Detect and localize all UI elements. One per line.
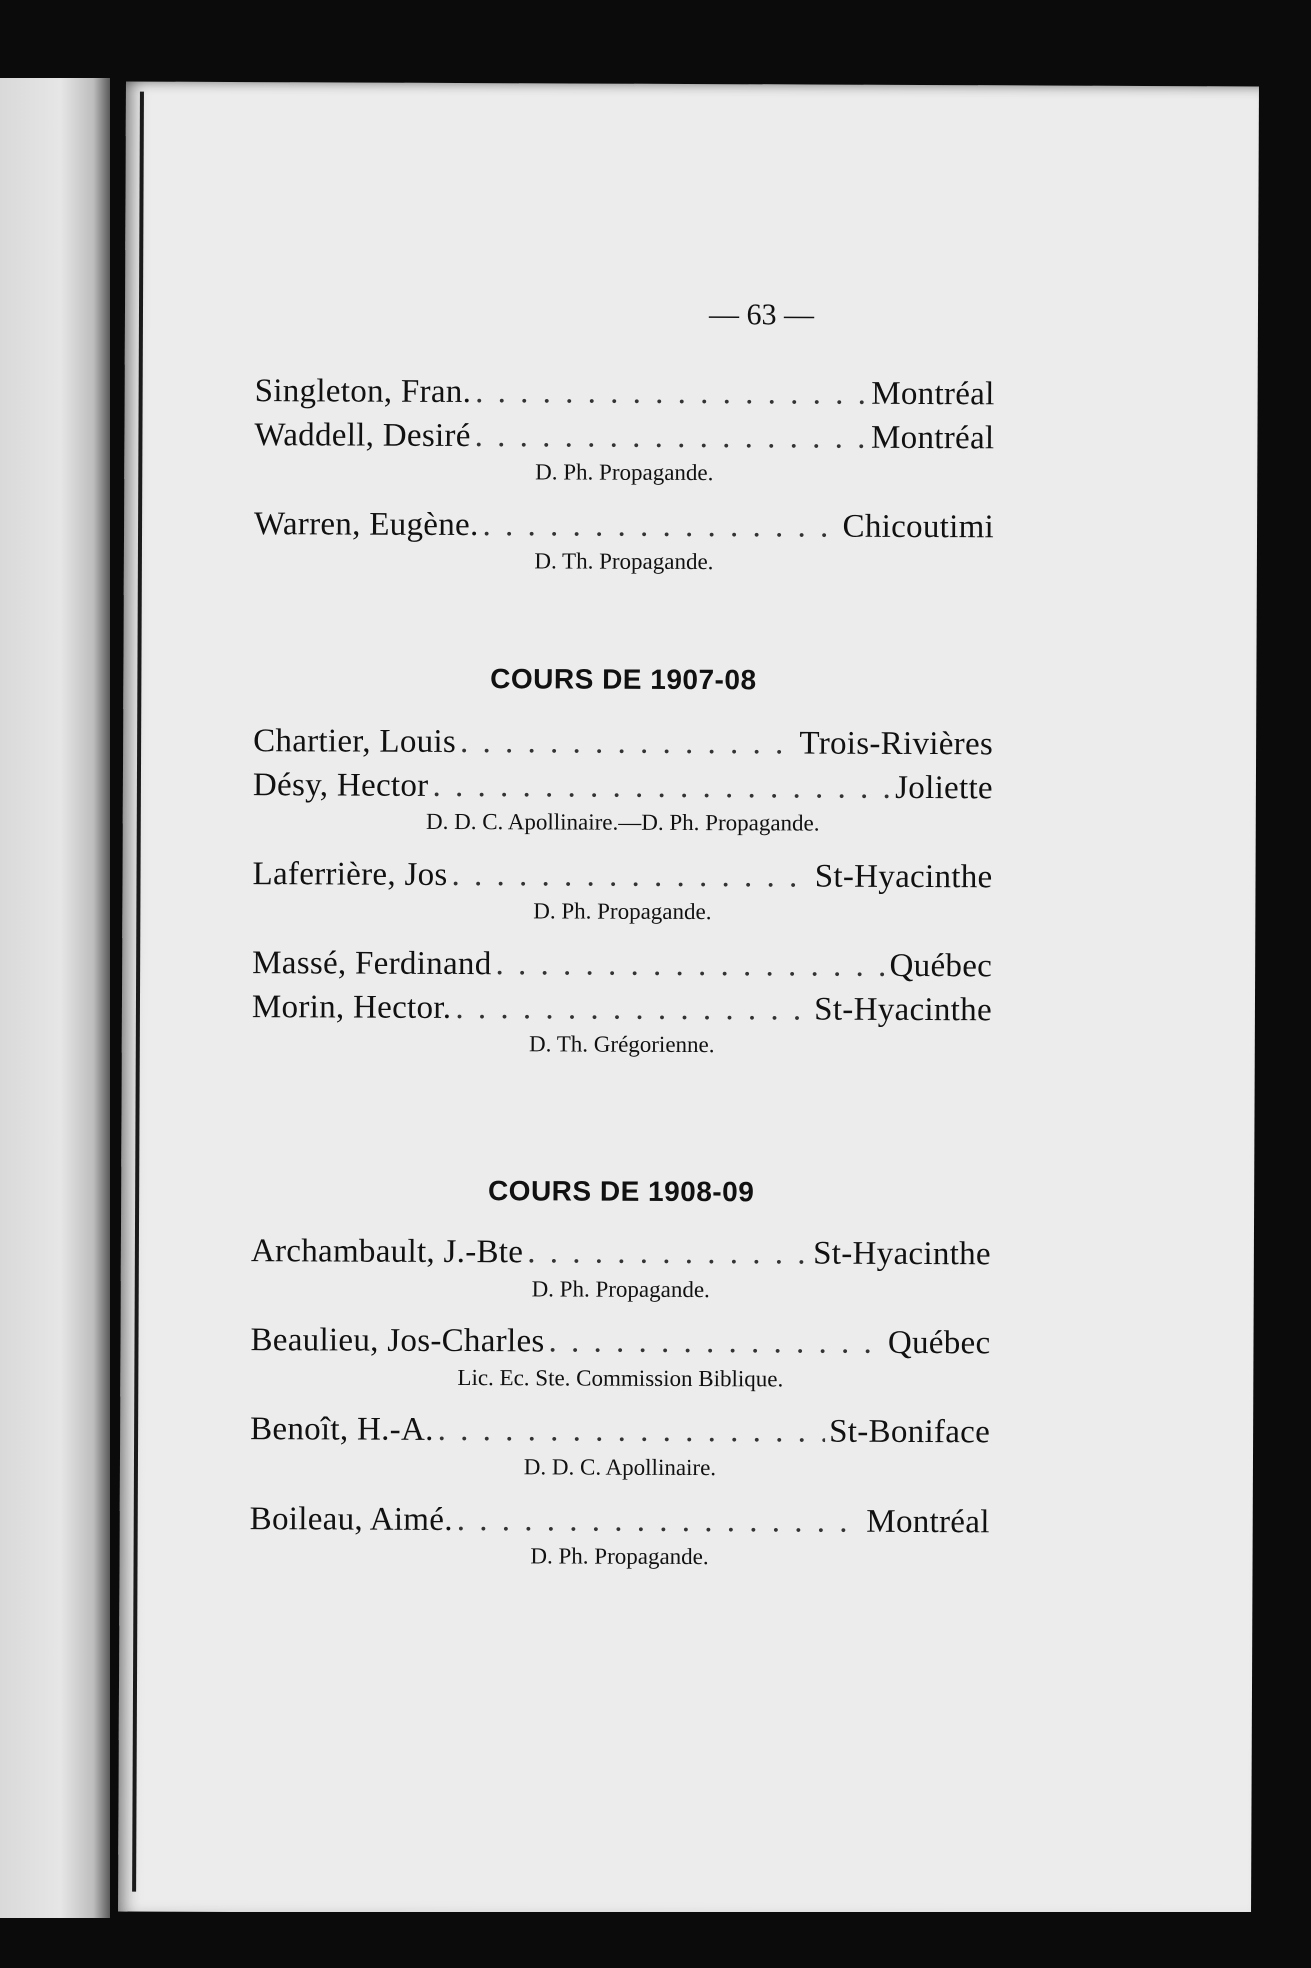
entry-note: D. D. C. Apollinaire. [523, 1454, 717, 1481]
entry-note: D. Ph. Propagande. [531, 1275, 710, 1302]
list-item [250, 1321, 990, 1364]
leader-dots [548, 1323, 884, 1364]
list-item [254, 505, 994, 548]
entry-name: Warren, Eugène. [253, 505, 479, 543]
entry-note: D. Ph. Propagande. [530, 1543, 709, 1570]
entry-note: D. Th. Grégorienne. [529, 1031, 715, 1058]
page-gutter [132, 92, 144, 1892]
list-item [250, 1500, 990, 1543]
list-item [252, 855, 992, 898]
entry-place: Chicoutimi [842, 508, 995, 546]
leader-dots [460, 723, 796, 764]
entry-place: Québec [887, 1325, 991, 1362]
entry-name: Laferrière, Jos [252, 855, 448, 893]
list-item [253, 722, 993, 765]
entry-note: D. Ph. Propagande. [533, 898, 712, 925]
entry-name: Benoît, H.-A. [250, 1411, 434, 1449]
entry-note: D. Ph. Propagande. [535, 459, 714, 486]
adjacent-page-edge [0, 78, 110, 1918]
book-page [118, 82, 1259, 1917]
entry-place: Montréal [870, 419, 995, 456]
entry-place: Trois-Rivières [799, 725, 994, 763]
entry-name: Singleton, Fran. [254, 373, 472, 411]
list-item [255, 372, 995, 415]
entry-name: Archambault, J.-Bte [250, 1233, 524, 1271]
leader-dots [452, 856, 811, 897]
leader-dots [455, 989, 810, 1030]
leader-dots [475, 373, 867, 414]
section-heading: COURS DE 1908-09 [487, 1175, 755, 1208]
entry-name: Morin, Hector. [251, 988, 452, 1026]
scan-border [120, 1912, 1310, 1968]
entry-name: Boileau, Aimé. [249, 1500, 453, 1538]
page-number: — 63 — [708, 298, 815, 332]
entry-name: Chartier, Louis [253, 723, 457, 760]
leader-dots [495, 945, 885, 986]
entry-place: St-Hyacinthe [814, 991, 993, 1028]
entry-place: Joliette [895, 769, 994, 806]
entry-place: Montréal [866, 1503, 990, 1540]
leader-dots [438, 1411, 826, 1452]
list-item [250, 1410, 990, 1453]
leader-dots [432, 766, 891, 808]
section-1908-entries [250, 1232, 991, 1572]
list-item [252, 988, 992, 1031]
list-item [253, 766, 993, 809]
entry-place: Québec [889, 947, 993, 985]
list-item [254, 416, 994, 459]
entry-place: Montréal [871, 375, 995, 413]
top-entries [254, 372, 995, 577]
entry-name: Désy, Hector [252, 766, 429, 804]
entry-name: Massé, Ferdinand [252, 945, 492, 983]
entry-name: Waddell, Desiré [254, 416, 471, 454]
leader-dots [475, 417, 868, 458]
section-1907-entries [252, 722, 993, 1060]
list-item [251, 1232, 991, 1275]
entry-name: Beaulieu, Jos-Charles [250, 1322, 545, 1360]
entry-place: St-Boniface [829, 1413, 991, 1451]
section-heading: COURS DE 1907-08 [490, 663, 757, 696]
entry-place: St-Hyacinthe [813, 1235, 991, 1273]
entry-place: St-Hyacinthe [814, 858, 993, 896]
leader-dots [482, 506, 838, 547]
leader-dots [527, 1233, 809, 1274]
list-item [252, 944, 992, 987]
leader-dots [457, 1501, 863, 1542]
entry-note: D. Th. Propagande. [534, 548, 714, 575]
entry-note: D. D. C. Apollinaire.—D. Ph. Propagande. [425, 809, 820, 836]
entry-note: Lic. Ec. Ste. Commission Biblique. [457, 1364, 784, 1392]
